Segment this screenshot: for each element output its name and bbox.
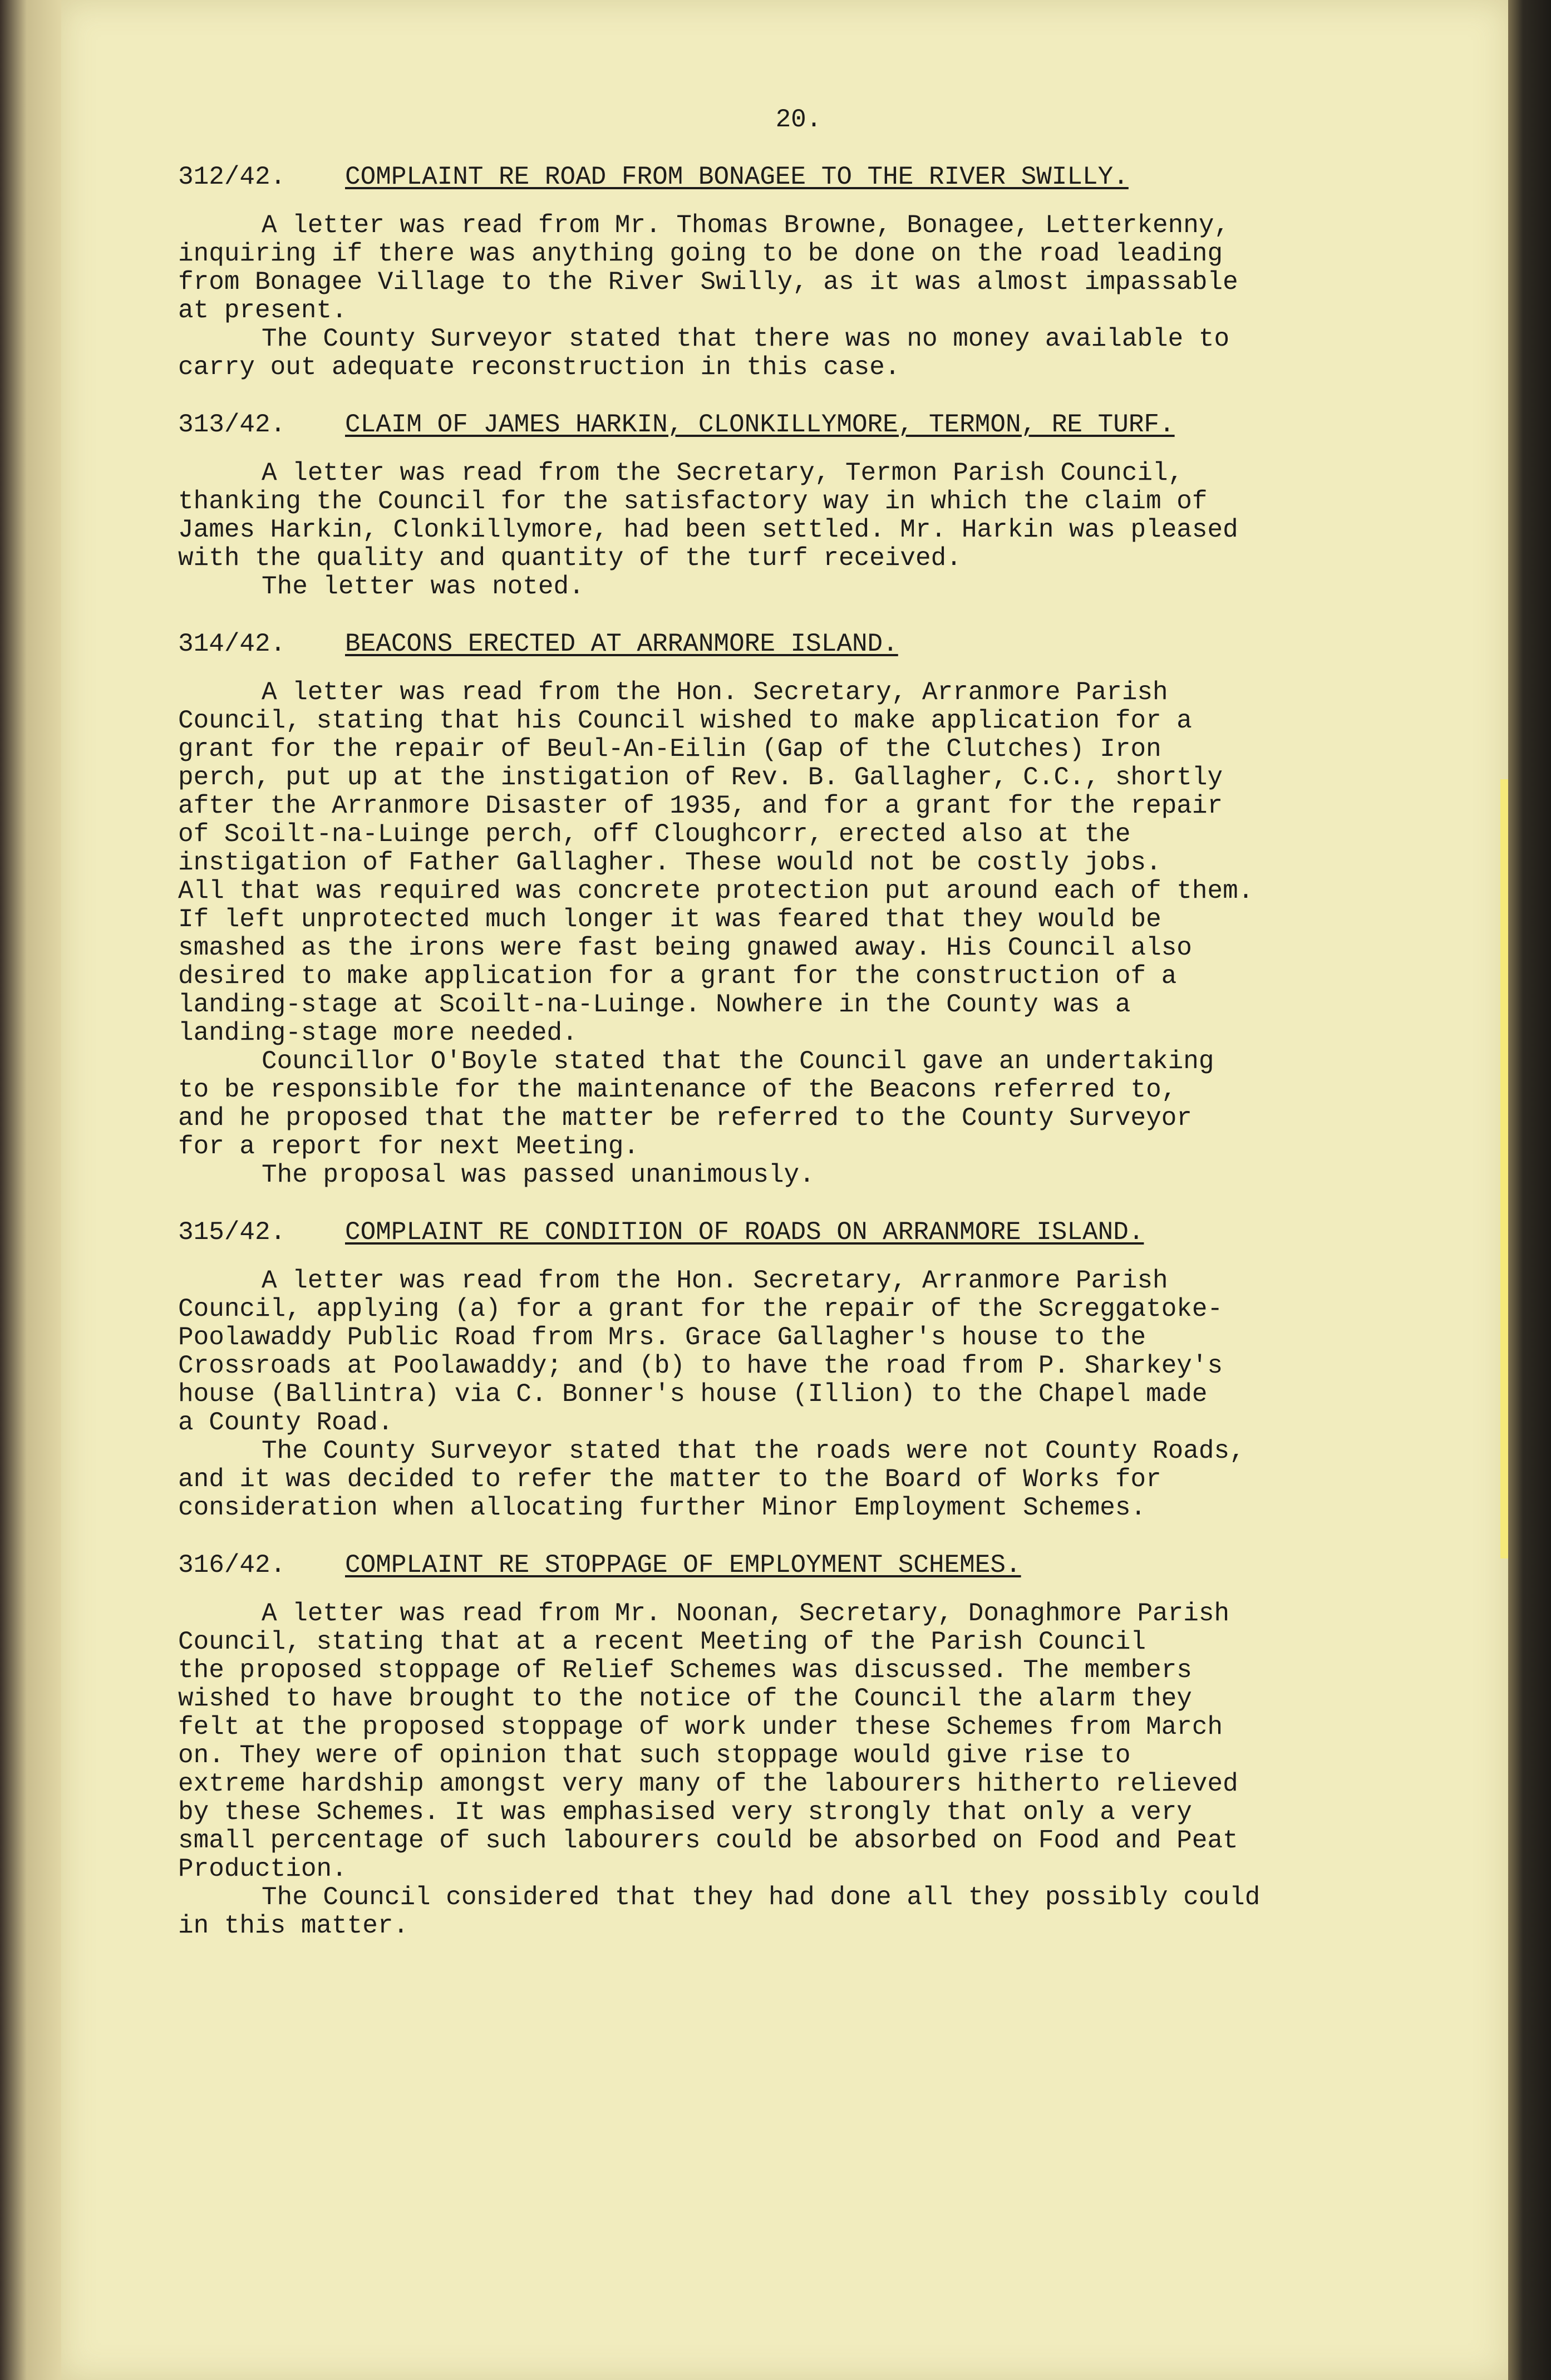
minute-item [178,163,1386,382]
typed-text [178,106,1386,1940]
item-heading [178,1218,1386,1247]
item-paragraph: Councillor O'Boyle stated that the Council gave an undertaking to be responsible for the maintenance of the Beacons referred to, and he proposed that the matter be referred to the County Surveyor for a report for next Meeting. [178,1047,1214,1161]
item-heading [178,411,1386,439]
minute-item [178,630,1386,1189]
item-title: BEACONS ERECTED AT ARRANMORE ISLAND. [345,630,898,658]
item-number: 316/42. [178,1551,286,1580]
item-paragraph: A letter was read from the Hon. Secretary, Arranmore Parish Council, stating that his Council wished to make application for a grant for the repair of Beul-An-Eilin (Gap of the Clutches) Iron perch, put up at the instigation of Rev. B. Gallagher, C.C., shortly after the Arranmore Disaster of 1935, and for a grant for the repair of Scoilt-na-Luinge perch, off Cloughcorr, erected also at the instigation of Father Gallagher. These would not be costly jobs. All that was required was concrete protection put around each of them. If left unprotected much longer it was feared that they would be smashed as the irons were fast being gnawed away. His Council also desired to make application for a grant for the construction of a landing-stage at Scoilt-na-Luinge. Nowhere in the County was a landing-stage more needed. [178,678,1254,1048]
minute-item [178,411,1386,601]
item-paragraph: The proposal was passed unanimously. [262,1161,815,1189]
item-heading [178,630,1386,658]
item-heading [178,163,1386,191]
item-title: COMPLAINT RE ROAD FROM BONAGEE TO THE RIVER SWILLY. [345,163,1129,191]
minute-item [178,1218,1386,1522]
item-paragraph: A letter was read from the Secretary, Termon Parish Council, thanking the Council for the satisfactory way in which the claim of James Harkin, Clonkillymore, had been settled. Mr. Harkin was pleased with the quality and quantity of the turf received. [178,459,1238,573]
item-paragraph: The County Surveyor stated that the roads were not County Roads, and it was decided to refer the matter to the Board of Works for consideration when allocating further Minor Employment Schemes. [178,1437,1245,1522]
item-number: 315/42. [178,1218,286,1247]
book-binding [1508,0,1551,2380]
item-number: 312/42. [178,163,286,191]
item-title: CLAIM OF JAMES HARKIN, CLONKILLYMORE, TERMON, RE TURF. [345,410,1175,439]
item-title: COMPLAINT RE CONDITION OF ROADS ON ARRANMORE ISLAND. [345,1218,1144,1247]
minute-item [178,1551,1386,1940]
item-heading [178,1551,1386,1580]
page-number: 20. [775,105,822,134]
item-paragraph: The letter was noted. [262,572,584,601]
item-paragraph: The Council considered that they had done all they possibly could in this matter. [178,1883,1261,1940]
item-number: 313/42. [178,410,286,439]
item-title: COMPLAINT RE STOPPAGE OF EMPLOYMENT SCHEMES. [345,1551,1021,1580]
left-page-edge [0,0,67,2380]
item-paragraph: The County Surveyor stated that there was no money available to carry out adequate reconstruction in this case. [178,324,1230,382]
item-number: 314/42. [178,630,286,658]
item-paragraph: A letter was read from the Hon. Secretary, Arranmore Parish Council, applying (a) for a grant for the repair of the Screggatoke- Poolawaddy Public Road from Mrs. Grace Gallagher's house to the Crossroads at Poolawaddy; and (b) to have the road from P. Sharkey's house (Ballintra) via C. Bonner's house (Illion) to the Chapel made a County Road. [178,1266,1223,1437]
item-paragraph: A letter was read from Mr. Noonan, Secretary, Donaghmore Parish Council, stating that at a recent Meeting of the Parish Council the proposed stoppage of Relief Schemes was discussed. The members wished to have brought to the notice of the Council the alarm they felt at the proposed stoppage of work under these Schemes from March on. They were of opinion that such stoppage would give rise to extreme hardship amongst very many of the labourers hitherto relieved by these Schemes. It was emphasised very strongly that only a very small percentage of such labourers could be absorbed on Food and Peat Production. [178,1599,1238,1884]
yellow-tab-strip [1500,779,1508,1558]
item-paragraph: A letter was read from Mr. Thomas Browne, Bonagee, Letterkenny, inquiring if there was anything going to be done on the road leading from Bonagee Village to the River Swilly, as it was almost impassable at present. [178,211,1238,325]
